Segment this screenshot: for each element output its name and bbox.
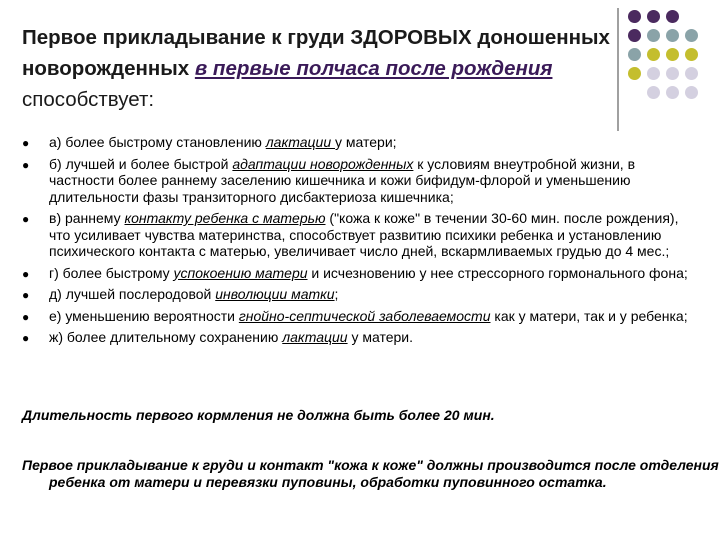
list-item [22, 329, 702, 346]
decorative-dot [666, 67, 679, 80]
divider-line [617, 8, 619, 131]
item-text-tail: к условиям внеутробной жизни, в частности более раннему заселению кишечника и кожи бифидум-флорой и уменьшению длительности фазы транзиторного дисбактериоза кишечника; [49, 155, 636, 205]
item-text-tail: ("кожа к коже" в течении 30-60 мин. после рождения), что усиливает чувства материнства, способствует развитию психики ребенка и установлению психического контакта с матерью, увеличивает число дней, вскармливаемых грудью до 4 мес.; [49, 210, 679, 259]
list-item [22, 210, 702, 260]
list-item [22, 265, 702, 282]
item-text-tail: у матери; [335, 134, 397, 150]
decorative-dot [647, 67, 660, 80]
decorative-dot-grid [628, 10, 718, 110]
item-text: а) более быстрому становлению [49, 134, 266, 150]
decorative-dot [647, 10, 660, 23]
decorative-dot [628, 67, 641, 80]
decorative-dot [647, 86, 660, 99]
title-emphasis: в первые полчаса после рождения [194, 57, 553, 80]
skin-to-skin-note: Первое прикладывание к груди и контакт "кожа к коже" должны производится после отделения ребенка от матери и перевязки пуповины, обработки пуповинного остатка. [22, 457, 719, 490]
item-text-tail: как у матери, так и у ребенка; [490, 307, 688, 324]
bullet-icon: ● [22, 288, 30, 302]
item-text-tail: ; [334, 286, 339, 302]
item-text: е) уменьшению вероятности [49, 307, 239, 324]
item-text: в) раннему [49, 210, 125, 226]
list-item [22, 286, 702, 303]
bullet-icon: ● [22, 266, 30, 281]
decorative-dot [628, 48, 641, 61]
item-text: г) более быстрому [49, 264, 174, 281]
slide-title [22, 22, 612, 115]
title-text: Первое прикладывание к груди ЗДОРОВЫХ доношенных новорожденных [22, 26, 610, 80]
item-text-tail: у матери. [347, 329, 413, 345]
decorative-dot [647, 29, 660, 42]
list-item [22, 134, 702, 151]
bullet-icon: ● [22, 331, 30, 345]
decorative-dot [666, 29, 679, 42]
item-term: адаптации новорожденных [232, 155, 414, 172]
decorative-dot [685, 86, 698, 99]
decorative-dot [685, 48, 698, 61]
item-term: успокоению матери [173, 264, 308, 281]
decorative-dot [685, 29, 698, 42]
item-text: д) лучшей послеродовой [49, 286, 216, 302]
decorative-dot [647, 48, 660, 61]
decorative-dot [628, 29, 641, 42]
bullet-icon: ● [22, 136, 30, 150]
benefits-list [22, 134, 702, 351]
item-text: ж) более длительному сохранению [49, 329, 283, 345]
item-term: лактации [282, 329, 348, 345]
item-term: инволюции матки [215, 286, 335, 302]
first-feeding-duration: Длительность первого кормления не должна быть более 20 мин. [22, 407, 495, 423]
bullet-icon: ● [22, 309, 30, 324]
title-tail: способствует: [22, 88, 155, 111]
item-term: лактации [265, 134, 335, 150]
decorative-dot [666, 86, 679, 99]
decorative-dot [685, 67, 698, 80]
decorative-dot [628, 10, 641, 23]
decorative-dot [666, 10, 679, 23]
item-text-tail: и исчезновению у нее стрессорного гормонального фона; [307, 264, 688, 281]
list-item [22, 156, 702, 206]
bullet-icon: ● [22, 212, 30, 226]
bullet-icon: ● [22, 157, 30, 172]
decorative-dot [666, 48, 679, 61]
item-text: б) лучшей и более быстрой [49, 155, 233, 172]
item-term: гнойно-септической заболеваемости [238, 307, 491, 324]
item-term: контакту ребенка с матерью [124, 210, 326, 226]
list-item [22, 308, 702, 325]
